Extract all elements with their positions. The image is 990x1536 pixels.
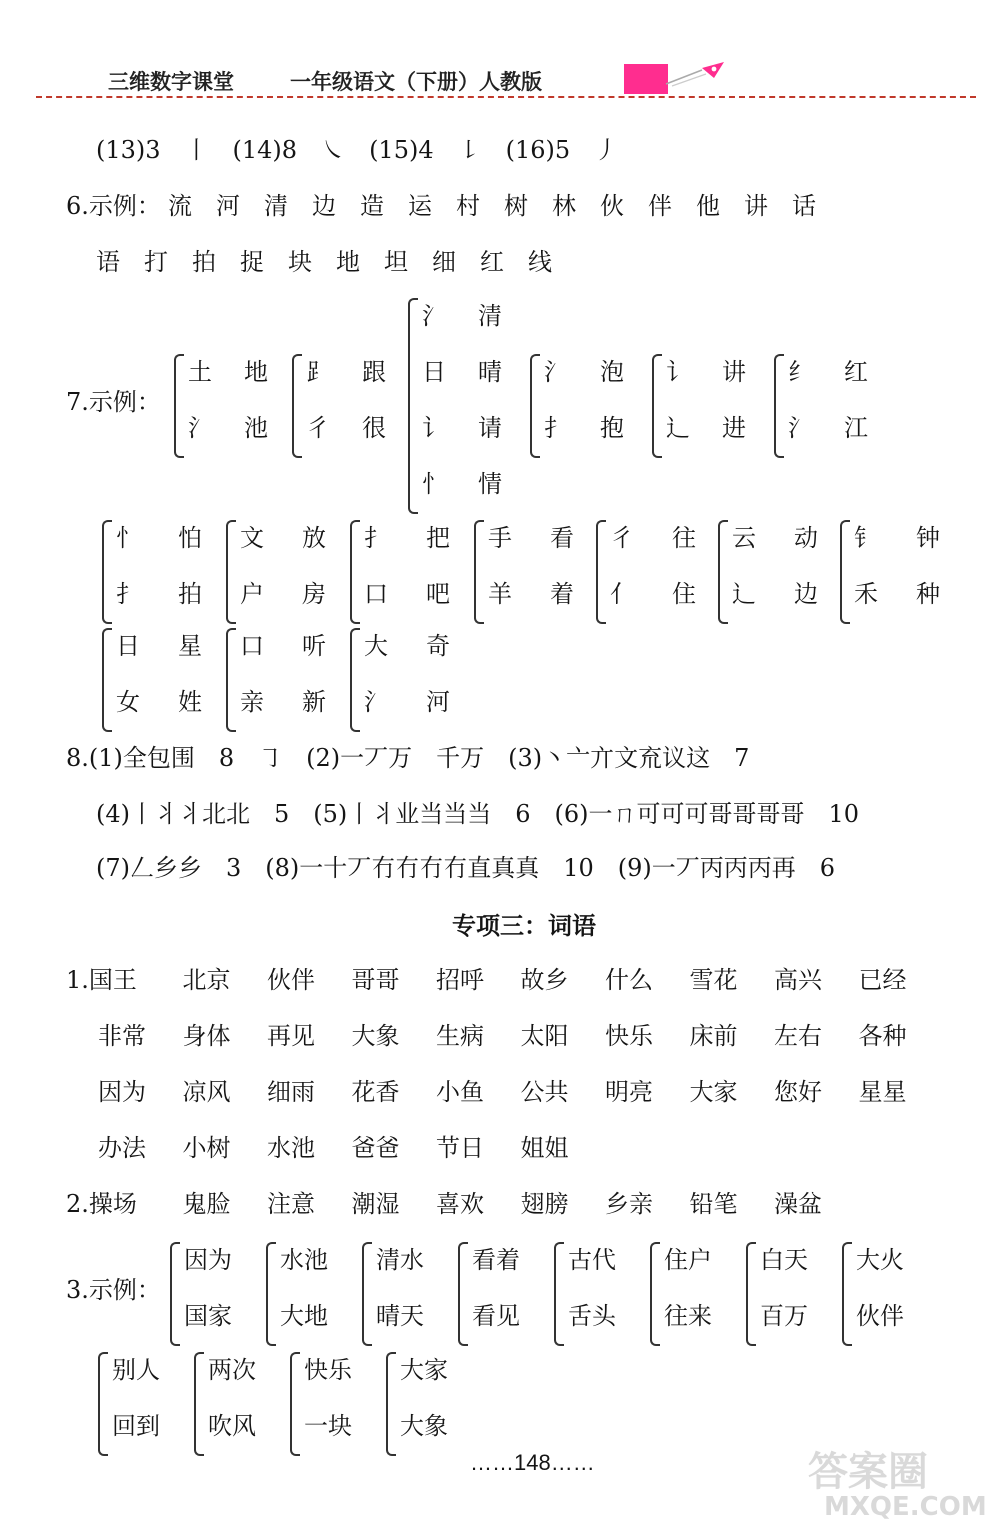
q7-group-a4-cell: 辶 — [666, 414, 690, 442]
w1-word: 身体 — [182, 1022, 231, 1050]
q7-group-a1-cell: 很 — [362, 414, 386, 442]
q7-group-a0-cell: 地 — [244, 358, 268, 386]
q7-group-b1-cell: 房 — [302, 580, 326, 608]
q7-group-a1-cell: 彳 — [306, 414, 330, 442]
w1-word: 非常 — [98, 1022, 146, 1050]
w1-word: 床前 — [689, 1022, 738, 1050]
q7-group-b0-brace — [102, 520, 112, 624]
rocket-icon — [662, 58, 728, 90]
q7-group-c2-cell: 奇 — [426, 632, 450, 660]
w3-group-a7-cell: 大火 — [856, 1246, 904, 1274]
w1-word: 因为 — [98, 1078, 146, 1106]
w2-word: 注意 — [267, 1190, 315, 1218]
w2-word: 2.操场 — [66, 1190, 137, 1218]
w3-label: 3.示例： — [66, 1276, 161, 1304]
q7-group-a2-cell: 晴 — [478, 358, 502, 386]
q7-group-a2-cell: 请 — [478, 414, 502, 442]
q7-group-b4-cell: 亻 — [610, 580, 634, 608]
w3-group-a5-cell: 往来 — [664, 1302, 712, 1330]
q7-group-c1-brace — [226, 628, 236, 732]
w1-word: 什么 — [605, 966, 653, 994]
w1-word: 大家 — [689, 1078, 738, 1106]
watermark-logo: 答案圈 — [808, 1449, 928, 1495]
q7-group-a3-cell: 泡 — [600, 358, 624, 386]
q7-group-b6-cell: 钅 — [854, 524, 878, 552]
q7-group-b1-cell: 户 — [240, 580, 264, 608]
q8-row2: (4)丨丬丬北北 5 (5)丨丬业当当当 6 (6)一ㄇ可可可哥哥哥哥 10 — [96, 800, 860, 828]
q7-group-c1-cell: 亲 — [240, 688, 264, 716]
q8-row3: (7)𠃋乡乡 3 (8)一十丆冇冇冇冇直真真 10 (9)一丆丙丙丙再 6 — [96, 854, 836, 882]
q7-group-b6-cell: 禾 — [854, 580, 878, 608]
q7-group-a2-cell: 日 — [422, 358, 446, 386]
w1-word: 您好 — [774, 1078, 822, 1106]
header-series: 三维数字课堂 — [108, 70, 234, 94]
w2-word: 澡盆 — [774, 1190, 822, 1218]
page-dots-left: …… — [470, 1450, 514, 1475]
w1-word: 北京 — [182, 966, 231, 994]
q7-group-c0-cell: 姓 — [178, 688, 202, 716]
q7-group-b0-cell: 忄 — [116, 524, 140, 552]
q7-group-b3-cell: 着 — [550, 580, 574, 608]
q7-group-b2-cell: 吧 — [426, 580, 450, 608]
w1-word: 花香 — [351, 1078, 400, 1106]
w1-word: 姐姐 — [520, 1134, 569, 1162]
w3-group-a0-brace — [170, 1242, 180, 1346]
q8-row1: 8.(1)全包围 8 ㇆ (2)一丆万 千万 (3)丶亠亣文㐬议这 7 — [66, 744, 750, 772]
q7-group-b3-cell: 羊 — [488, 580, 512, 608]
q7-group-a2-cell: 讠 — [422, 414, 446, 442]
q7-group-a2-cell: 情 — [478, 470, 502, 498]
w3-group-a2-cell: 清水 — [376, 1246, 424, 1274]
w2-word: 铅笔 — [689, 1190, 738, 1218]
w1-word: 水池 — [267, 1134, 315, 1162]
w1-word: 节日 — [436, 1134, 484, 1162]
q7-group-a1-cell: 跟 — [362, 358, 386, 386]
w1-word: 生病 — [436, 1022, 484, 1050]
w1-word: 星星 — [858, 1078, 907, 1106]
w3-group-a1-cell: 水池 — [280, 1246, 328, 1274]
q7-group-a2-cell: 忄 — [422, 470, 446, 498]
q7-group-a4-brace — [652, 354, 662, 458]
q7-group-a3-cell: 抱 — [600, 414, 624, 442]
q7-group-b2-cell: 把 — [426, 524, 450, 552]
q7-group-a0-brace — [174, 354, 184, 458]
w1-word: 招呼 — [436, 966, 484, 994]
q7-group-a0-cell: 池 — [244, 414, 268, 442]
q7-group-a3-brace — [530, 354, 540, 458]
w3-group-a4-cell: 古代 — [568, 1246, 616, 1274]
q7-group-b6-brace — [840, 520, 850, 624]
w1-word: 公共 — [520, 1078, 569, 1106]
q7-group-b3-cell: 看 — [550, 524, 574, 552]
w3-group-b2-cell: 快乐 — [304, 1356, 352, 1384]
w3-group-a2-cell: 晴天 — [376, 1302, 424, 1330]
q7-group-b5-cell: 辶 — [732, 580, 756, 608]
w3-group-a3-cell: 看着 — [472, 1246, 520, 1274]
w1-word: 细雨 — [267, 1078, 315, 1106]
q7-group-b5-cell: 动 — [794, 524, 818, 552]
w1-word: 伙伴 — [267, 966, 315, 994]
w3-group-b0-cell: 别人 — [112, 1356, 160, 1384]
w3-group-b1-cell: 吹风 — [208, 1412, 256, 1440]
w1-word: 已经 — [858, 966, 907, 994]
w3-group-a6-brace — [746, 1242, 756, 1346]
w3-group-b3-brace — [386, 1352, 396, 1456]
w3-group-a7-brace — [842, 1242, 852, 1346]
q7-group-b0-cell: 扌 — [116, 580, 140, 608]
q7-group-a5-cell: 江 — [844, 414, 868, 442]
q7-group-c2-cell: 大 — [364, 632, 388, 660]
q7-group-b4-cell: 住 — [672, 580, 696, 608]
w1-word: 各种 — [858, 1022, 907, 1050]
q7-group-a5-cell: 红 — [844, 358, 868, 386]
w3-group-a6-cell: 百万 — [760, 1302, 808, 1330]
w3-group-b1-cell: 两次 — [208, 1356, 256, 1384]
w1-word: 左右 — [774, 1022, 822, 1050]
q7-group-b4-brace — [596, 520, 606, 624]
q7-group-c2-cell: 河 — [426, 688, 450, 716]
w1-word: 哥哥 — [351, 966, 400, 994]
q6-row1: 流 河 清 边 造 运 村 树 林 伙 伴 他 讲 话 — [168, 192, 816, 220]
w1-word: 高兴 — [774, 966, 822, 994]
q7-group-b4-cell: 彳 — [610, 524, 634, 552]
w2-word: 鬼脸 — [182, 1190, 231, 1218]
q7-group-a4-cell: 进 — [722, 414, 746, 442]
q7-group-a0-cell: 土 — [188, 358, 212, 386]
w1-word: 爸爸 — [351, 1134, 400, 1162]
q7-group-a4-cell: 讠 — [666, 358, 690, 386]
header-divider — [36, 96, 976, 98]
w3-group-b3-cell: 大象 — [400, 1412, 448, 1440]
section3-title: 专项三：词语 — [452, 912, 596, 940]
q7-group-b1-cell: 放 — [302, 524, 326, 552]
stroke-answers-line: (13)3 丨 (14)8 ㇏ (15)4 ㇙ (16)5 丿 — [96, 136, 619, 164]
w3-group-a1-cell: 大地 — [280, 1302, 328, 1330]
q7-group-a1-brace — [292, 354, 302, 458]
w1-word: 雪花 — [689, 966, 738, 994]
w3-group-a6-cell: 白天 — [760, 1246, 808, 1274]
w3-group-b0-brace — [98, 1352, 108, 1456]
q7-group-b5-cell: 边 — [794, 580, 818, 608]
w3-group-b0-cell: 回到 — [112, 1412, 160, 1440]
q7-group-a3-cell: 扌 — [544, 414, 568, 442]
w1-word: 办法 — [98, 1134, 146, 1162]
q6-label: 6.示例： — [66, 192, 161, 220]
w3-group-a3-brace — [458, 1242, 468, 1346]
w3-group-a2-brace — [362, 1242, 372, 1346]
q7-group-c1-cell: 口 — [240, 632, 264, 660]
q7-group-b0-cell: 怕 — [178, 524, 202, 552]
q7-group-a2-brace — [408, 298, 418, 514]
page-number-value: 148 — [514, 1450, 551, 1475]
w1-word: 再见 — [267, 1022, 315, 1050]
q7-group-b2-brace — [350, 520, 360, 624]
q7-label: 7.示例： — [66, 388, 161, 416]
q7-group-c0-cell: 日 — [116, 632, 140, 660]
header-book: 一年级语文（下册）人教版 — [290, 70, 542, 94]
q7-group-c2-cell: 氵 — [364, 688, 388, 716]
q7-group-b3-brace — [474, 520, 484, 624]
w2-word: 喜欢 — [436, 1190, 484, 1218]
w1-word: 明亮 — [605, 1078, 653, 1106]
watermark-site: MXQE.COM — [824, 1492, 987, 1522]
q7-group-a5-cell: 纟 — [788, 358, 812, 386]
q7-group-a5-cell: 氵 — [788, 414, 812, 442]
w3-group-a1-brace — [266, 1242, 276, 1346]
w1-word: 快乐 — [605, 1022, 653, 1050]
q7-group-c2-brace — [350, 628, 360, 732]
w3-group-a0-cell: 因为 — [184, 1246, 232, 1274]
q7-group-b5-brace — [718, 520, 728, 624]
q7-group-c0-cell: 星 — [178, 632, 202, 660]
q7-group-b1-cell: 文 — [240, 524, 264, 552]
w1-word: 故乡 — [520, 966, 569, 994]
q7-group-a2-cell: 氵 — [422, 302, 446, 330]
w2-word: 翅膀 — [520, 1190, 569, 1218]
page-dots-right: …… — [550, 1450, 595, 1475]
w3-group-a4-cell: 舌头 — [568, 1302, 616, 1330]
page-number — [470, 1450, 595, 1476]
q7-group-a4-cell: 讲 — [722, 358, 746, 386]
w3-group-a5-brace — [650, 1242, 660, 1346]
w1-word: 太阳 — [520, 1022, 569, 1050]
q7-group-a3-cell: 氵 — [544, 358, 568, 386]
w2-word: 潮湿 — [351, 1190, 400, 1218]
w3-group-b1-brace — [194, 1352, 204, 1456]
w1-word: 小树 — [182, 1134, 231, 1162]
q7-group-c0-brace — [102, 628, 112, 732]
q7-group-a5-brace — [774, 354, 784, 458]
q7-group-a1-cell: ⻊ — [306, 358, 330, 386]
w1-word: 小鱼 — [436, 1078, 484, 1106]
w3-group-b3-cell: 大家 — [400, 1356, 448, 1384]
q6-row2: 语 打 拍 捉 块 地 坦 细 红 线 — [96, 248, 552, 276]
w1-word: 大象 — [351, 1022, 400, 1050]
w3-group-a0-cell: 国家 — [184, 1302, 232, 1330]
q7-group-b6-cell: 种 — [916, 580, 940, 608]
w3-group-a3-cell: 看见 — [472, 1302, 520, 1330]
w3-group-a5-cell: 住户 — [664, 1246, 712, 1274]
q7-group-c1-cell: 听 — [302, 632, 326, 660]
w3-group-b2-brace — [290, 1352, 300, 1456]
w3-group-b2-cell: 一块 — [304, 1412, 352, 1440]
q7-group-b4-cell: 往 — [672, 524, 696, 552]
q7-group-b6-cell: 钟 — [916, 524, 940, 552]
q7-group-b5-cell: 云 — [732, 524, 756, 552]
q7-group-b1-brace — [226, 520, 236, 624]
q7-group-b3-cell: 手 — [488, 524, 512, 552]
q7-group-a2-cell: 清 — [478, 302, 502, 330]
q7-group-a0-cell: 氵 — [188, 414, 212, 442]
q7-group-b2-cell: 扌 — [364, 524, 388, 552]
w3-group-a4-brace — [554, 1242, 564, 1346]
q7-group-b0-cell: 拍 — [178, 580, 202, 608]
w1-word: 1.国王 — [66, 966, 137, 994]
q7-group-b2-cell: 口 — [364, 580, 388, 608]
w3-group-a7-cell: 伙伴 — [856, 1302, 904, 1330]
q7-group-c0-cell: 女 — [116, 688, 140, 716]
w2-word: 乡亲 — [605, 1190, 653, 1218]
w1-word: 凉风 — [182, 1078, 231, 1106]
q7-group-c1-cell: 新 — [302, 688, 326, 716]
